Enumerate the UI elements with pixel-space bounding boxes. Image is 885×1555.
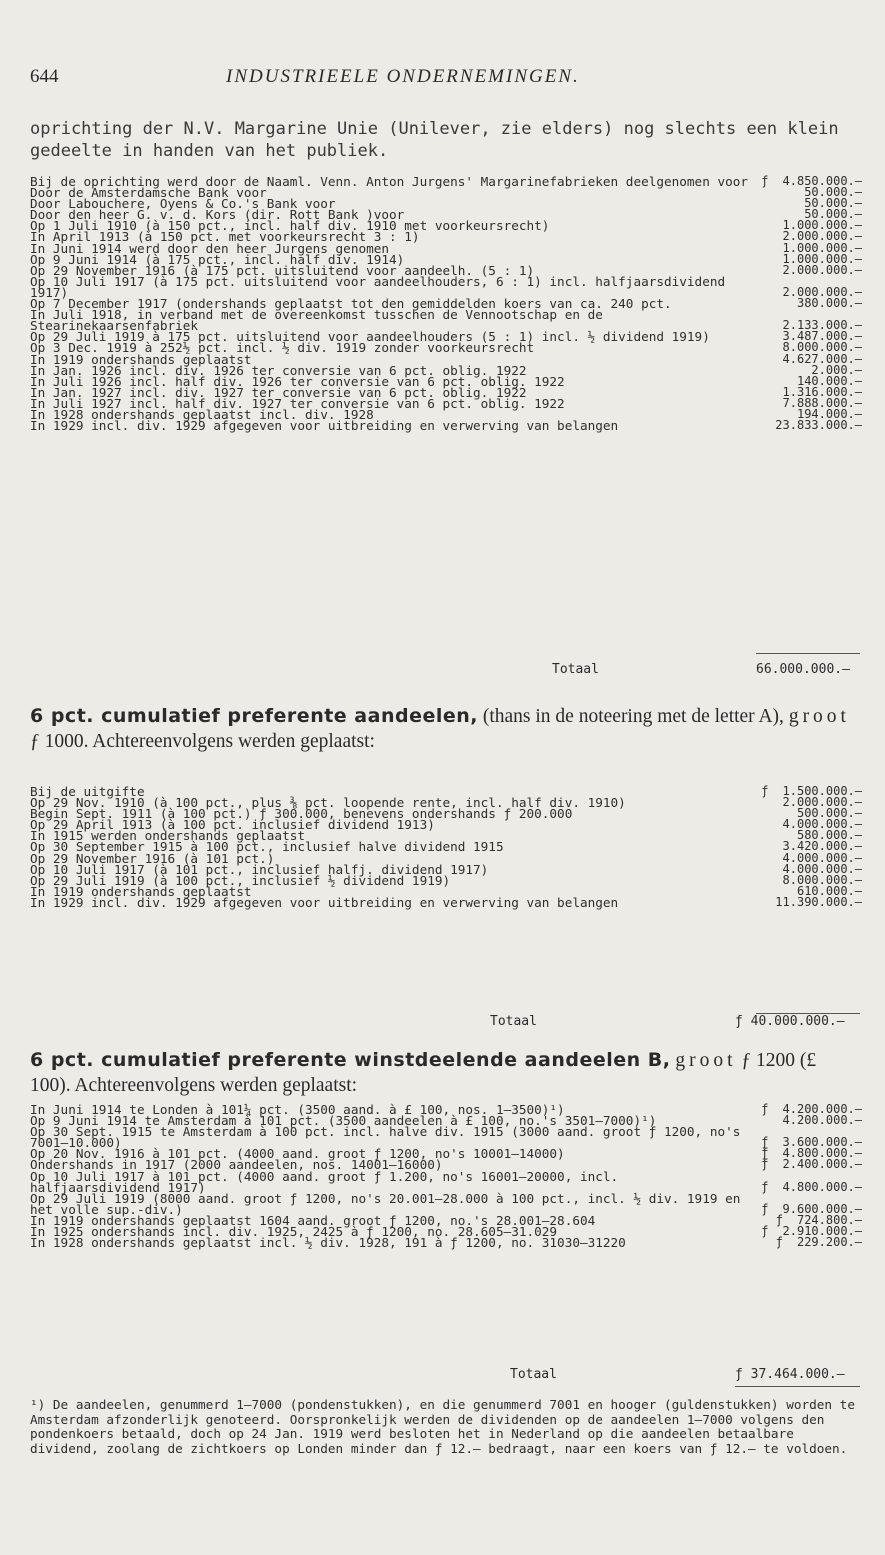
amount-value: 580.000.— (796, 828, 862, 843)
list-item-text: In 1919 ondershands geplaatst 1604 aand. groot ƒ 1200, no.'s 28.001—28.604 (30, 1212, 596, 1228)
list-item-text: In Juli 1927 incl. half div. 1927 ter conversie van 6 pct. oblig. 1922 (30, 395, 565, 411)
total-amount: ƒ 40.000.000.— (735, 1014, 845, 1029)
list-item-text: In 1919 ondershands geplaatst (30, 351, 252, 367)
list-item-text: In Juni 1914 werd door den heer Jurgens genomen (30, 240, 390, 256)
amount-value: 4.800.000.— (782, 1146, 862, 1161)
issue-list-pref-b (30, 1102, 862, 1251)
amount-value: 2.000.— (811, 362, 862, 377)
total-amount: ƒ 37.464.000.— (735, 1367, 845, 1382)
list-item-amount (761, 1159, 862, 1170)
list-item-text: In 1919 ondershands geplaatst (30, 883, 252, 899)
amount-value: 50.000.— (804, 207, 862, 222)
section-heading-pref-b: 6 pct. cumulatief preferente winstdeelende aandeelen B, groot ƒ 1200 (£ 100). Achtereenvolgens werden geplaatst: (30, 1049, 817, 1096)
list-item-amount (775, 894, 862, 909)
total-rule (756, 653, 860, 654)
list-item-text: Op 20 Nov. 1916 à 101 pct. (4000 aand. groot ƒ 1200, no's 10001—14000) (30, 1146, 565, 1162)
list-item-text: In 1928 ondershands geplaatst incl. ½ div. 1928, 191 à ƒ 1200, no. 31030—31220 (30, 1235, 626, 1251)
amount-value: 4.800.000.— (782, 1179, 862, 1194)
list-item-text: Op 9 Juni 1914 te Amsterdam à 101 pct. (3500 aandeelen à £ 100, no.'s 3501—7000)¹) (30, 1113, 657, 1129)
list-item-amount (775, 420, 862, 431)
guilder-sign: ƒ (775, 1212, 783, 1227)
list-item-amount (761, 1179, 862, 1194)
list-item-text: Op 29 Juli 1919 (à 100 pct., inclusief ½ dividend 1919) (30, 872, 451, 888)
list-item-text: Op 1 Juli 1910 (à 150 pct., incl. half div. 1910 met voorkeursrecht) (30, 218, 550, 234)
list-item-text: In Juni 1914 te Londen à 101¼ pct. (3500 aand. à £ 100, nos. 1—3500)¹) (30, 1102, 565, 1117)
list-item-text: Op 9 Juni 1914 (à 175 pct., incl. half div. 1914) (30, 251, 405, 267)
amount-value: 4.627.000.— (782, 351, 862, 366)
page-number: 644 (30, 66, 59, 87)
list-item-text: Op 29 April 1913 (à 100 pct. inclusief dividend 1913) (30, 817, 435, 833)
list-item (30, 1190, 862, 1217)
guilder-sign: ƒ (775, 1235, 783, 1250)
amount-value: 610.000.— (796, 883, 862, 898)
amount-value: 194.000.— (796, 406, 862, 421)
guilder-sign: ƒ (761, 174, 769, 188)
list-item-text: Op 29 Nov. 1910 (à 100 pct., plus ⅜ pct. loopende rente, incl. half div. 1910) (30, 795, 626, 811)
footnote: ¹) De aandeelen, genummerd 1—7000 (pondenstukken), en die genummerd 7001 en hooger (guldenstukken) worden te Amsterdam afzonderlijk genoteerd. Oorspronkelijk werden de dividenden op de aandeelen 1—7000 volgens den pondenkoers betaald, doch op 24 Jan. 1919 werd besloten het in Nederland op die aandeelen betaalbare dividend, zoolang de zichtkoers op Londen minder dan ƒ 12.— bedraagt, naar een koers van ƒ 12.— te voldoen. (30, 1397, 855, 1456)
amount-value: 50.000.— (804, 196, 862, 211)
section-title: 6 pct. cumulatief preferente winstdeelende aandeelen B, (30, 1049, 671, 1071)
guilder-sign: ƒ (761, 1224, 769, 1239)
amount-value: 2.000.000.— (782, 795, 862, 810)
list-item-text: In April 1913 (à 150 pct. met voorkeursrecht 3 : 1) (30, 229, 420, 245)
amount-value: 140.000.— (796, 373, 862, 388)
amount-value: 50.000.— (804, 185, 862, 200)
amount-value: 1.000.000.— (782, 240, 862, 255)
guilder-sign: ƒ (761, 1146, 769, 1161)
issue-list-pref-a (30, 786, 862, 908)
list-item-text: Bij de uitgifte (30, 784, 145, 799)
list-item-text: Op 3 Dec. 1919 à 252½ pct. incl. ½ div. 1919 zonder voorkeursrecht (30, 340, 535, 356)
guilder-sign: ƒ (761, 1102, 769, 1116)
page-header (30, 66, 860, 90)
list-item-text: In 1929 incl. div. 1929 afgegeven voor uitbreiding en verwerving van belangen (30, 894, 619, 910)
amount-value: 4.200.000.— (782, 1113, 862, 1128)
total-label: Totaal (490, 1014, 537, 1029)
issue-list-common (30, 174, 862, 434)
list-item (30, 418, 862, 434)
list-item-text: Begin Sept. 1911 (à 100 pct.) ƒ 300.000, benevens ondershands ƒ 200.000 (30, 806, 573, 822)
amount-value: 1.000.000.— (782, 218, 862, 233)
list-item-amount (783, 1115, 862, 1126)
list-item-text: Op 30 September 1915 à 100 pct., inclusief halve dividend 1915 (30, 839, 504, 855)
list-item (30, 894, 862, 910)
guilder-sign: ƒ (761, 1201, 769, 1216)
amount-value: 7.888.000.— (782, 395, 862, 410)
list-item-amount (776, 1237, 862, 1248)
guilder-sign: ƒ (761, 784, 769, 798)
amount-value: 3.600.000.— (782, 1135, 862, 1150)
section-heading-pref-a: 6 pct. cumulatief preferente aandeelen, (thans in de noteering met de letter A), groot ƒ 1000. Achtereenvolgens werden geplaatst: (30, 705, 850, 752)
amount-value: 2.910.000.— (782, 1224, 862, 1239)
amount-value: 8.000.000.— (782, 340, 862, 355)
amount-value: 1.316.000.— (782, 384, 862, 399)
list-item (30, 1124, 862, 1151)
list-item-amount (797, 298, 862, 309)
list-item-text: Door Labouchere, Oyens & Co.'s Bank voor (30, 196, 336, 212)
total-label: Totaal (552, 662, 599, 677)
list-item-text: Op 29 Juli 1919 (8000 aand. groot ƒ 1200, no's 20.001—28.000 à 100 pct., incl. ½ div. 1919 en het volle sup.-div.) (30, 1190, 741, 1217)
list-item-text: Op 10 Juli 1917 à 101 pct. (4000 aand. groot ƒ 1.200, no's 16001—20000, incl. halfjaarsdividend 1917) (30, 1168, 619, 1195)
list-item-text: In Juli 1926 incl. half div. 1926 ter conversie van 6 pct. oblig. 1922 (30, 373, 565, 389)
amount-value: 1.500.000.— (782, 784, 862, 798)
amount-value: 380.000.— (796, 296, 862, 311)
list-item-text: In 1928 ondershands geplaatst incl. div. 1928 (30, 406, 374, 422)
list-item-text: Op 29 November 1916 (à 101 pct.) (30, 850, 275, 866)
list-item-text: In Juli 1918, in verband met de overeenkomst tusschen de Vennootschap en de Stearinekaarsenfabriek (30, 307, 603, 334)
amount-value: 2.000.000.— (782, 262, 862, 277)
amount-value: 11.390.000.— (775, 894, 862, 909)
amount-value: 2.000.000.— (782, 229, 862, 244)
amount-value: 4.850.000.— (782, 174, 862, 188)
guilder-sign: ƒ (761, 1157, 769, 1172)
guilder-sign: ƒ (761, 1135, 769, 1150)
list-item-text: In 1925 ondershands incl. div. 1925, 2425 à ƒ 1200, no. 28.605—31.029 (30, 1224, 558, 1240)
total-amount: 66.000.000.— (756, 662, 850, 677)
list-item-text: Door den heer G. v. d. Kors (dir. Rott Bank )voor (30, 207, 405, 223)
list-item-amount (782, 262, 862, 277)
amount-value: 3.420.000.— (782, 839, 862, 854)
amount-value: 1.000.000.— (782, 251, 862, 266)
section-title: 6 pct. cumulatief preferente aandeelen, (30, 705, 478, 727)
amount-value: 2.000.000.— (782, 284, 862, 299)
amount-value: 500.000.— (796, 806, 862, 821)
list-item-text: Ondershands in 1917 (2000 aandeelen, nos. 14001—16000) (30, 1157, 443, 1173)
list-item-text: Op 29 November 1916 (à 175 pct. uitsluitend voor aandeelh. (5 : 1) (30, 262, 535, 278)
list-item-text: Op 7 December 1917 (ondershands geplaatst tot den gemiddelden koers van ca. 240 pct. (30, 296, 672, 312)
list-item-text: Door de Amsterdamsche Bank voor (30, 185, 267, 201)
list-item-text: In 1915 werden ondershands geplaatst (30, 828, 305, 844)
list-item (30, 1168, 862, 1195)
amount-value: 4.000.000.— (782, 850, 862, 865)
list-item-text: Op 30 Sept. 1915 te Amsterdam à 100 pct. incl. halve div. 1915 (3000 aand. groot ƒ 1200, no's 7001—10.000) (30, 1124, 741, 1151)
list-item-text: Bij de oprichting werd door de Naaml. Venn. Anton Jurgens' Margarinefabrieken deelgenomen voor (30, 174, 749, 189)
amount-value: 3.487.000.— (782, 329, 862, 344)
amount-value: 229.200.— (796, 1235, 862, 1250)
list-item-text: Op 10 Juli 1917 (à 101 pct., inclusief halfj. dividend 1917) (30, 861, 489, 877)
total-label: Totaal (510, 1367, 557, 1382)
amount-value: 4.200.000.— (782, 1102, 862, 1116)
amount-value: 23.833.000.— (775, 418, 862, 433)
amount-value: 9.600.000.— (782, 1201, 862, 1216)
intro-paragraph: oprichting der N.V. Margarine Unie (Unilever, zie elders) nog slechts een klein gedeelte in handen van het publiek. (30, 119, 839, 161)
running-head: INDUSTRIEELE ONDERNEMINGEN. (226, 66, 580, 87)
list-item-text: Op 29 Juli 1919 à 175 pct. uitsluitend voor aandeelhouders (5 : 1) incl. ½ dividend 1919) (30, 329, 710, 345)
amount-value: 4.000.000.— (782, 861, 862, 876)
list-item (30, 307, 862, 334)
list-item-text: In Jan. 1926 incl. div. 1926 ter conversie van 6 pct. oblig. 1922 (30, 362, 527, 378)
list-item-text: Op 10 Juli 1917 (à 175 pct. uitsluitend voor aandeelhouders, 6 : 1) incl. halfjaarsdividend 1917) (30, 273, 726, 300)
guilder-sign: ƒ (761, 1179, 769, 1194)
list-item-text: In 1929 incl. div. 1929 afgegeven voor uitbreiding en verwerving van belangen (30, 418, 619, 434)
list-item (30, 273, 862, 300)
amount-value: 4.000.000.— (782, 817, 862, 832)
amount-value: 2.133.000.— (782, 318, 862, 333)
list-item-text: In Jan. 1927 incl. div. 1927 ter conversie van 6 pct. oblig. 1922 (30, 384, 527, 400)
list-item (30, 1235, 862, 1251)
total-rule (735, 1386, 860, 1387)
amount-value: 2.400.000.— (782, 1157, 862, 1172)
amount-value: 8.000.000.— (782, 872, 862, 887)
amount-value: 724.800.— (796, 1212, 862, 1227)
